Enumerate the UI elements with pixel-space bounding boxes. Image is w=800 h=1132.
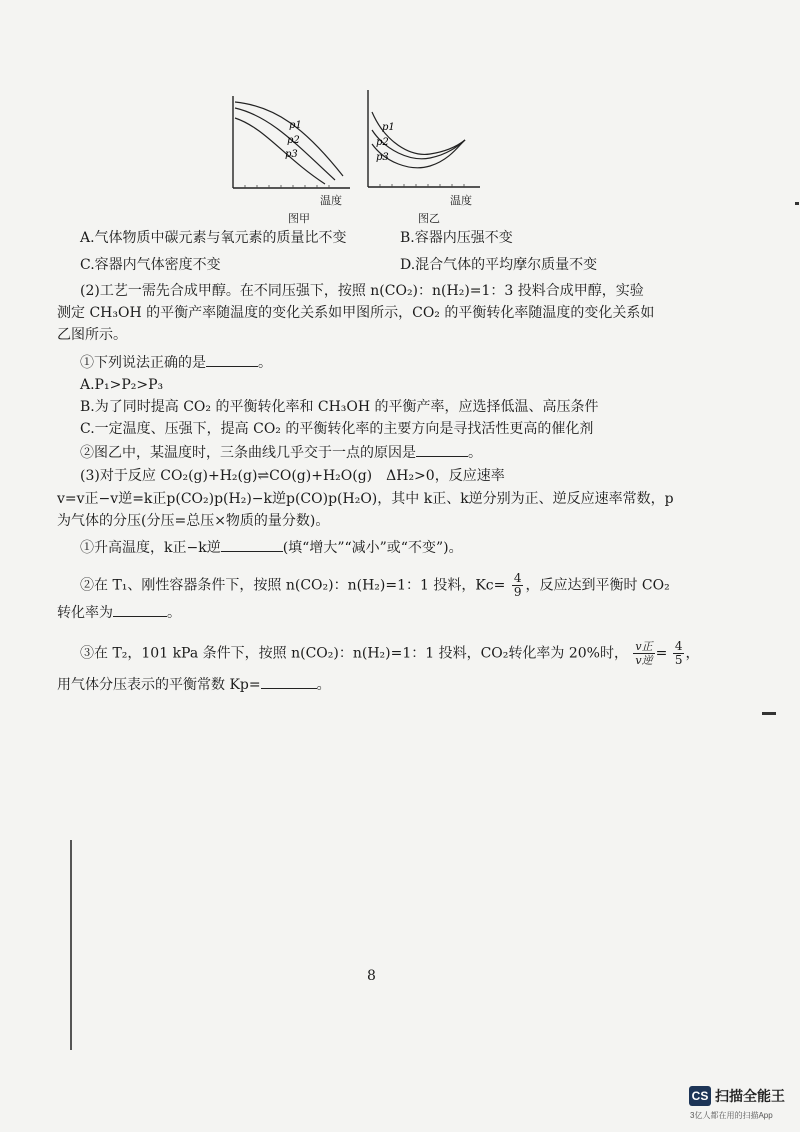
camscanner-tagline: 3亿人都在用的扫描App (690, 1111, 773, 1120)
q2-option-b: B.为了同时提高 CO₂ 的平衡转化率和 CH₃OH 的平衡产率，应选择低温、高压条件 (80, 399, 599, 415)
q2-sub2-end: 。 (468, 445, 482, 461)
q2-intro-line1: (2)工艺一需先合成甲醇。在不同压强下，按照 n(CO₂)：n(H₂)=1：3 投料合成甲醇，实验 (80, 283, 644, 299)
q3-sub3-fraction-value (673, 640, 685, 667)
q1-option-b: B.容器内压强不变 (400, 230, 513, 246)
q3-sub3-mid: = (655, 645, 668, 662)
q3-sub2-post: ，反应达到平衡时 CO₂ (525, 577, 670, 594)
q3-sub1-blank (221, 537, 283, 552)
q2-sub2 (80, 442, 482, 463)
q3-sub3-pre: ③在 T₂，101 kPa 条件下，按照 n(CO₂)：n(H₂)=1：1 投料，CO₂转化率为 20%时， (80, 645, 628, 662)
q2-sub1-end: 。 (258, 355, 272, 371)
q3-sub1-pre: ①升高温度，k正−k逆 (80, 540, 221, 556)
fig-a-curve-p3 (235, 118, 325, 184)
scan-artifact-dot (795, 202, 799, 205)
q3-sub3-frac-num: v正 (635, 640, 653, 653)
q2-option-c: C.一定温度、压强下，提高 CO₂ 的平衡转化率的主要方向是寻找活性更高的催化剂 (80, 421, 594, 437)
q1-option-c: C.容器内气体密度不变 (80, 257, 221, 273)
camscanner-name: 扫描全能王 (715, 1088, 785, 1104)
q2-sub1-blank (206, 352, 258, 367)
q2-sub1 (80, 352, 272, 373)
q3-sub2-line2-text: 转化率为 (57, 605, 113, 621)
q3-sub3-line2-end: 。 (316, 677, 331, 693)
fig-a-label-p2: p2 (287, 135, 300, 146)
q2-sub2-blank (416, 442, 468, 457)
fig-a-caption: 图甲 (288, 212, 310, 225)
fig-a-xlabel: 温度 (320, 194, 342, 207)
q3-sub3-fraction-v (633, 640, 654, 667)
q3-sub2 (80, 572, 670, 599)
q3-line2: v=v正−v逆=k正p(CO₂)p(H₂)−k逆p(CO)p(H₂O)，其中 k正、k逆分别为正、逆反应速率常数，p (57, 491, 674, 507)
q2-sub2-text: ②图乙中，某温度时，三条曲线几乎交于一点的原因是 (80, 445, 416, 461)
fig-b-label-p3: p3 (376, 152, 389, 163)
q3-sub3-den: 5 (674, 653, 683, 667)
q3-sub3-blank (261, 674, 317, 689)
figure-b-chart (360, 82, 485, 202)
camscanner-logo-icon: CS (689, 1086, 711, 1106)
q3-sub2-line2 (57, 602, 181, 623)
figure-a-chart (225, 88, 355, 203)
q3-sub3-end: ， (685, 645, 700, 662)
fig-b-xlabel: 温度 (450, 194, 472, 207)
q1-option-d: D.混合气体的平均摩尔质量不变 (400, 257, 598, 273)
q3-sub3-frac-den: v逆 (635, 654, 653, 667)
q2-intro-line3: 乙图所示。 (57, 327, 127, 343)
q3-sub3-num: 4 (674, 639, 683, 653)
q3-sub2-fraction (512, 572, 524, 599)
q3-line1: (3)对于反应 CO₂(g)+H₂(g)⇌CO(g)+H₂O(g) ΔH₂>0，反应速率 (80, 468, 505, 484)
fig-b-curve-p1 (372, 112, 465, 154)
q2-sub1-text: ①下列说法正确的是 (80, 355, 206, 371)
fig-b-caption: 图乙 (418, 212, 440, 225)
q3-sub3-line2-text: 用气体分压表示的平衡常数 Kp= (57, 677, 261, 693)
q3-sub2-frac-den: 9 (513, 585, 522, 599)
q3-sub2-pre: ②在 T₁、刚性容器条件下，按照 n(CO₂)：n(H₂)=1：1 投料，Kc= (80, 577, 506, 594)
fig-a-label-p3: p3 (285, 149, 298, 160)
fig-a-label-p1: p1 (289, 120, 302, 131)
q3-sub3 (80, 640, 699, 667)
page-number: 8 (367, 968, 376, 984)
q3-sub1-post: (填“增大”“减小”或“不变”)。 (282, 540, 463, 556)
scan-artifact-dash (762, 712, 776, 715)
scan-artifact-edge (70, 840, 72, 1050)
q3-sub2-blank (113, 602, 167, 617)
q3-line3: 为气体的分压(分压=总压×物质的量分数)。 (57, 513, 330, 529)
q2-option-a: A.P₁>P₂>P₃ (80, 377, 164, 393)
q3-sub2-line2-end: 。 (167, 605, 181, 621)
q3-sub1 (80, 537, 463, 558)
fig-b-label-p2: p2 (376, 137, 389, 148)
q3-sub3-line2 (57, 674, 331, 695)
q3-sub2-frac-num: 4 (513, 571, 522, 585)
q2-intro-line2: 测定 CH₃OH 的平衡产率随温度的变化关系如甲图所示，CO₂ 的平衡转化率随温度的变化关系如 (57, 305, 655, 321)
fig-b-label-p1: p1 (382, 122, 395, 133)
q1-option-a: A.气体物质中碳元素与氧元素的质量比不变 (80, 230, 347, 246)
